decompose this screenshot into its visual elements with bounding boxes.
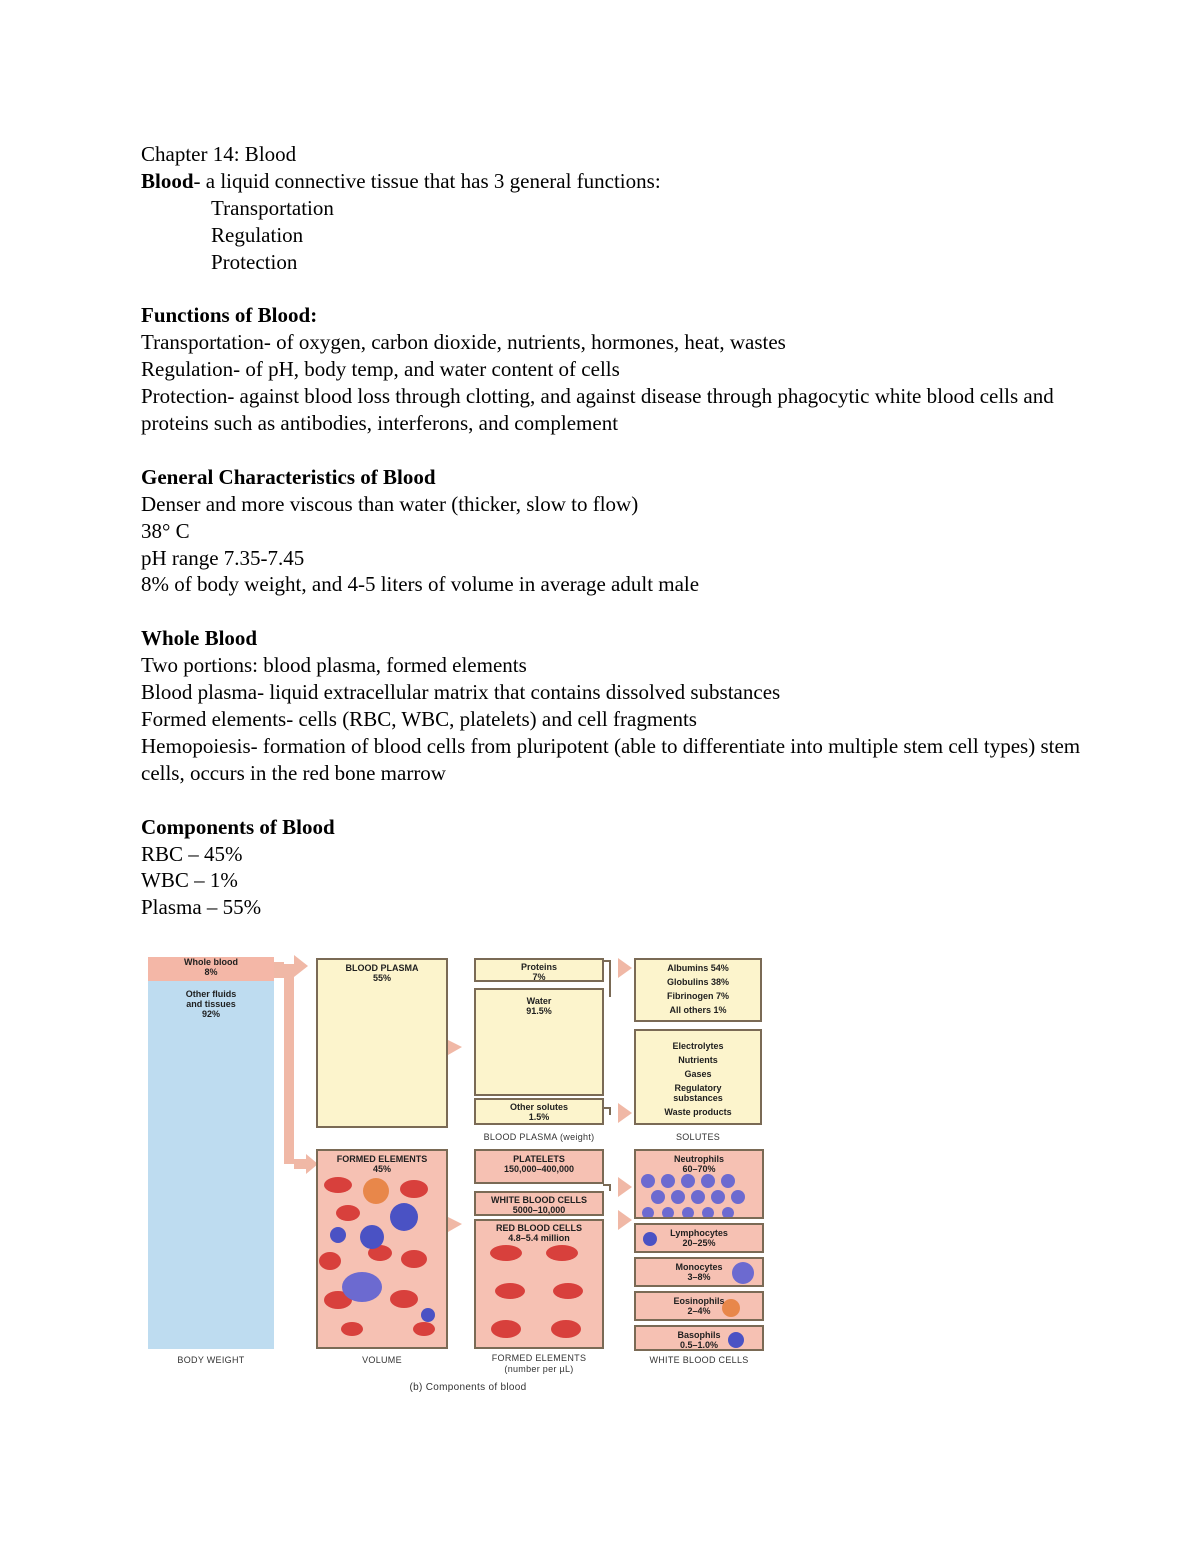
blood-definition bbox=[141, 168, 1101, 195]
neutrophils-illustration bbox=[636, 1173, 762, 1219]
neutrophils-box: Neutrophils 60–70% bbox=[634, 1149, 764, 1219]
section-line: Blood plasma- liquid extracellular matrix that contains dissolved substances bbox=[141, 680, 781, 705]
other-solutes-box: Other solutes 1.5% bbox=[474, 1098, 604, 1125]
figure-caption: (b) Components of blood bbox=[409, 1382, 527, 1393]
solute-types-box: Electrolytes Nutrients Gases Regulatory substances Waste products bbox=[634, 1029, 762, 1125]
basophil-illustration bbox=[726, 1330, 746, 1350]
section-line: Formed elements- cells (RBC, WBC, platelets) and cell fragments bbox=[141, 706, 697, 731]
platelets-box: PLATELETS 150,000–400,000 bbox=[474, 1149, 604, 1184]
section-line: Regulation- of pH, body temp, and water content of cells bbox=[141, 357, 620, 382]
section-line: WBC – 1% bbox=[141, 868, 238, 893]
definition-term: Blood bbox=[141, 168, 194, 193]
monocytes-box: Monocytes 3–8% bbox=[634, 1257, 764, 1287]
section-line: Hemopoiesis- formation of blood cells from pluripotent (able to differentiate into multiple stem cell types) stem cells, occurs in the red bone marrow bbox=[141, 733, 1081, 785]
proteins-box: Proteins 7% bbox=[474, 958, 604, 982]
function-item: Protection bbox=[211, 249, 298, 274]
document-body bbox=[141, 141, 1101, 921]
eosinophils-box: Eosinophils 2–4% bbox=[634, 1291, 764, 1321]
blood-components-figure bbox=[148, 955, 768, 1400]
function-item: Transportation bbox=[211, 195, 334, 220]
other-fluids-box: Other fluids and tissues 92% bbox=[148, 981, 274, 1349]
red-blood-cells-illustration bbox=[476, 1243, 602, 1343]
lymphocyte-illustration bbox=[640, 1229, 660, 1249]
red-blood-cells-box: RED BLOOD CELLS 4.8–5.4 million bbox=[474, 1219, 604, 1349]
section-line: Plasma – 55% bbox=[141, 895, 262, 920]
section-line: Transportation- of oxygen, carbon dioxide, nutrients, hormones, heat, wastes bbox=[141, 330, 786, 355]
basophils-box: Basophils 0.5–1.0% bbox=[634, 1325, 764, 1351]
caption-formed-elements-sub: (number per µL) bbox=[504, 1364, 574, 1374]
section-heading: General Characteristics of Blood bbox=[141, 464, 436, 489]
caption-formed-elements: FORMED ELEMENTS bbox=[491, 1353, 587, 1363]
section-line: pH range 7.35-7.45 bbox=[141, 545, 305, 570]
section-line: Denser and more viscous than water (thicker, slow to flow) bbox=[141, 491, 639, 516]
section-line: 8% of body weight, and 4-5 liters of volume in average adult male bbox=[141, 572, 700, 597]
blood-plasma-box: BLOOD PLASMA 55% bbox=[316, 958, 448, 1128]
function-item: Regulation bbox=[211, 222, 304, 247]
formed-elements-box: FORMED ELEMENTS 45% bbox=[316, 1149, 448, 1349]
section-line: Two portions: blood plasma, formed elements bbox=[141, 653, 527, 678]
section-line: Protection- against blood loss through clotting, and against disease through phagocytic white blood cells and proteins such as antibodies, interferons, and complement bbox=[141, 384, 1054, 436]
section-line: RBC – 45% bbox=[141, 841, 243, 866]
lymphocytes-box: Lymphocytes 20–25% bbox=[634, 1223, 764, 1253]
section-heading: Whole Blood bbox=[141, 626, 258, 651]
formed-elements-illustration bbox=[318, 1175, 446, 1345]
section-heading: Components of Blood bbox=[141, 814, 335, 839]
caption-white-blood-cells: WHITE BLOOD CELLS bbox=[649, 1355, 749, 1365]
section-heading: Functions of Blood: bbox=[141, 303, 318, 328]
chapter-title: Chapter 14: Blood bbox=[141, 142, 297, 166]
monocyte-illustration bbox=[730, 1260, 756, 1286]
whole-blood-box: Whole blood 8% bbox=[148, 957, 274, 981]
definition-text: - a liquid connective tissue that has 3 general functions: bbox=[193, 168, 661, 193]
section-line: 38° C bbox=[141, 518, 190, 543]
white-blood-cells-box: WHITE BLOOD CELLS 5000–10,000 bbox=[474, 1191, 604, 1216]
caption-solutes: SOLUTES bbox=[675, 1132, 721, 1142]
water-box: Water 91.5% bbox=[474, 988, 604, 1096]
caption-plasma-weight: BLOOD PLASMA (weight) bbox=[483, 1132, 595, 1142]
eosinophil-illustration bbox=[720, 1297, 742, 1319]
caption-volume: VOLUME bbox=[362, 1355, 402, 1365]
protein-types-box: Albumins 54% Globulins 38% Fibrinogen 7% All others 1% bbox=[634, 958, 762, 1022]
caption-body-weight: BODY WEIGHT bbox=[177, 1355, 245, 1365]
